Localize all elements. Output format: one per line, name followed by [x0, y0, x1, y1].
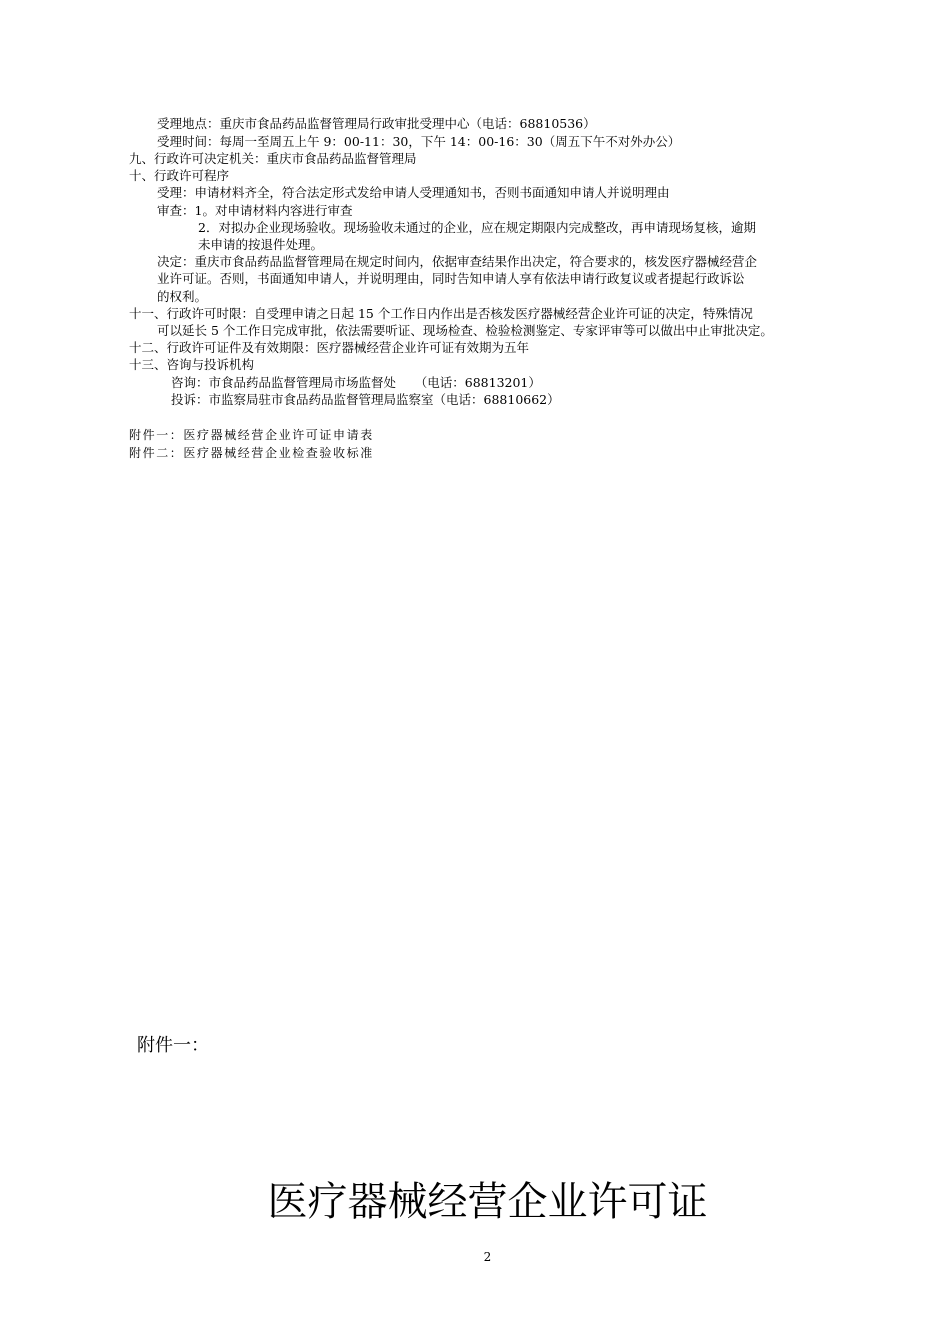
procedure-inspection-line: 2．对拟办企业现场验收。现场验收未通过的企业，应在规定期限内完成整改，再申请现场复核，逾期 — [198, 220, 756, 235]
section-9-heading: 九、行政许可决定机关：重庆市食品药品监督管理局 — [129, 151, 417, 166]
intake-time-line: 受理时间：每周一至周五上午 9：00-11：30，下午 14：00-16：30（周五下午不对外办公） — [157, 134, 681, 149]
procedure-decision-line-end: 的权利。 — [157, 289, 208, 304]
section-10-heading: 十、行政许可程序 — [129, 168, 230, 183]
procedure-decision-line-cont: 业许可证。否则，书面通知申请人，并说明理由，同时告知申请人享有依法申请行政复议或者提起行政诉讼 — [157, 271, 745, 286]
procedure-review-line: 审查：1。对申请材料内容进行审查 — [157, 203, 353, 218]
procedure-decision-line: 决定：重庆市食品药品监督管理局在规定时间内，依据审查结果作出决定，符合要求的，核发医疗器械经营企 — [157, 254, 758, 269]
section-11-heading: 十一、行政许可时限：自受理申请之日起 15 个工作日内作出是否核发医疗器械经营企业许可证的决定，特殊情况 — [129, 306, 753, 321]
procedure-acceptance-line: 受理：申请材料齐全，符合法定形式发给申请人受理通知书，否则书面通知申请人并说明理由 — [157, 185, 670, 200]
consultation-line: 咨询：市食品药品监督管理局市场监督处 （电话：68813201） — [171, 375, 541, 390]
procedure-inspection-line-cont: 未申请的按退件处理。 — [198, 237, 324, 252]
attachment-2-ref: 附件二：医疗器械经营企业检查验收标准 — [129, 446, 374, 460]
section-13-heading: 十三、咨询与投诉机构 — [129, 357, 255, 372]
page-number: 2 — [483, 1250, 492, 1264]
attachment-1-ref: 附件一：医疗器械经营企业许可证申请表 — [129, 428, 374, 442]
section-12-heading: 十二、行政许可证件及有效期限：医疗器械经营企业许可证有效期为五年 — [129, 340, 530, 355]
intake-location-line: 受理地点：重庆市食品药品监督管理局行政审批受理中心（电话：68810536） — [157, 116, 596, 131]
complaint-line: 投诉：市监察局驻市食品药品监督管理局监察室（电话：68810662） — [171, 392, 560, 407]
attachment-label: 附件一： — [137, 1035, 209, 1056]
certificate-title: 医疗器械经营企业许可证 — [267, 1179, 708, 1225]
section-11-cont: 可以延长 5 个工作日完成审批，依法需要听证、现场检查、检验检测鉴定、专家评审等可以做出中止审批决定。 — [157, 323, 773, 338]
